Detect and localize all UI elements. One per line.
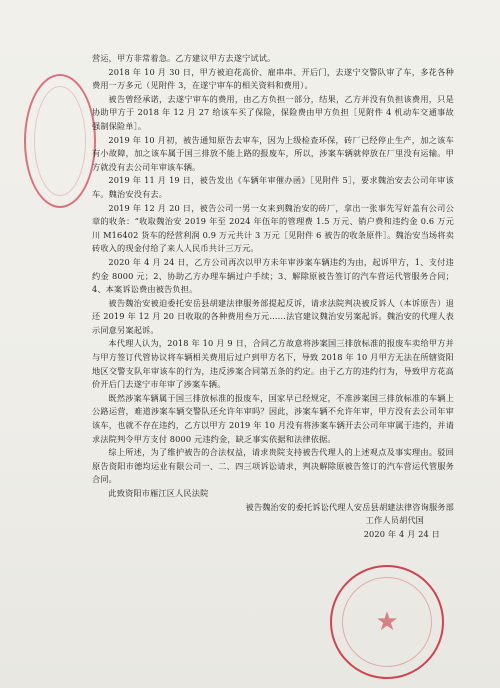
paragraph: 营运，甲方非常着急。乙方建议甲方去遂宁试试。 — [92, 53, 276, 63]
document-body — [92, 52, 454, 541]
paragraph: 本代理人认为，2018 年 10 月 9 日，合同乙方故意将涉案国三排放标准的报废车卖给甲方并与甲方签订代管协议将车辆相关费用后过户到甲方名下，导致 2018 年 10 月甲方无法在所辖资阳地区交警支队年审该车的行为，违反涉案合同第五条的约定。由于乙方的违约行为，导致甲方花高价开后门去遂宁市年审了涉案车辆。 — [92, 338, 454, 390]
left-margin-seal — [24, 74, 96, 208]
paragraph: 被告魏治安被迫委托安岳县胡建法律服务部提起反诉，请求法院判决被反诉人（本诉原告）退还 2019 年 12 月 20 日收取的各种费用叁万元……法官建议魏治安另案起诉。魏治安的代理人表示同意另案起诉。 — [92, 297, 454, 335]
seal-star-icon: ★ — [375, 607, 399, 637]
paragraph: 2019 年 11 月 19 日，被告发出《车辆年审催办函》［见附件 5］，要求魏治安去公司年审该车。魏治安没有去。 — [92, 175, 454, 199]
official-seal — [330, 565, 444, 679]
paragraph: 2020 年 4 月 24 日，乙方公司再次以甲方未年审涉案车辆违约为由，起诉甲方，1、支付违约金 8000 元；2、协助乙方办理车辆过户手续；3、解除原被告签订的汽车营运代管服务合同；4、本案诉讼费由被告负担。 — [92, 256, 454, 295]
paragraph: 2019 年 10 月初，被告通知原告去审车，因为上级检查环保，砖厂已经停止生产，加之该车有小故障，加之该车属于国三排放不能上路的报废车，所以，涉案车辆就停放在厂里没有运输。甲方就没有去公司年审该车辆。 — [92, 134, 454, 172]
paragraph: 被告曾经承诺，去遂宁审车的费用，由乙方负担一部分，结果，乙方并没有负担该费用，只是协助甲方于 2018 年 12 月 27 给该车买了保险，保险费由甲方负担［见附件 4 机动车交通事故强制保险单］。 — [92, 93, 454, 131]
signatory-name: 工作人员胡代国 — [365, 515, 424, 526]
paragraph: 综上所述，为了维护被告的合法权益，请求贵院支持被告代理人的上述观点及事实理由。驳回原告资阳市德均运业有限公司一、二、四三项诉讼请求，判决解除原被告签订的汽车营运代管服务合同。 — [92, 447, 454, 485]
paragraph: 既然涉案车辆属于国三排放标准的报废车，国家早已经规定，不准涉案国三排放标准的车辆上公路运营，难道涉案车辆交警队还允许年审吗？因此，涉案车辆不允许年审，甲方没有去公司年审该车，也就不存在违约，乙方以甲方 2019 年 10 月没有将涉案车辆开去公司年审属于违约，并请求法院判令甲方支付 8000 元违约金，缺乏事实依据和法律依据。 — [92, 392, 454, 444]
paragraph: 2018 年 10 月 30 日，甲方被迫花高价、雇串串、开后门，去遂宁交警队审了车，多花各种费用一万多元（见附件 3，在遂宁审车的相关资料和费用）。 — [92, 66, 454, 91]
signature-date: 2020 年 4 月 24 日 — [363, 528, 440, 539]
court-address: 此致资阳市雁江区人民法院 — [108, 488, 209, 498]
paragraph: 2019 年 12 月 20 日，被告公司一男一女来到魏治安的砖厂，拿出一张事先写好盖有公司公章的收条：“收取魏治安 2019 年至 2024 年伍年的管理费 1.5 万元、销户费和违约金 0.6 万元川 M16402 货车的经营利润 0.9 万元共计 3 万元［见附件 6 被告的收条原件］。魏治安当场将卖砖收入的现金付给了来人人民币共计三万元。 — [92, 202, 454, 254]
left-seal-inner-ring — [34, 86, 86, 196]
seal-inner-ring — [342, 577, 432, 667]
signature-line: 被告魏治安的委托诉讼代理人安岳县胡建法律咨询服务部 — [245, 501, 454, 512]
